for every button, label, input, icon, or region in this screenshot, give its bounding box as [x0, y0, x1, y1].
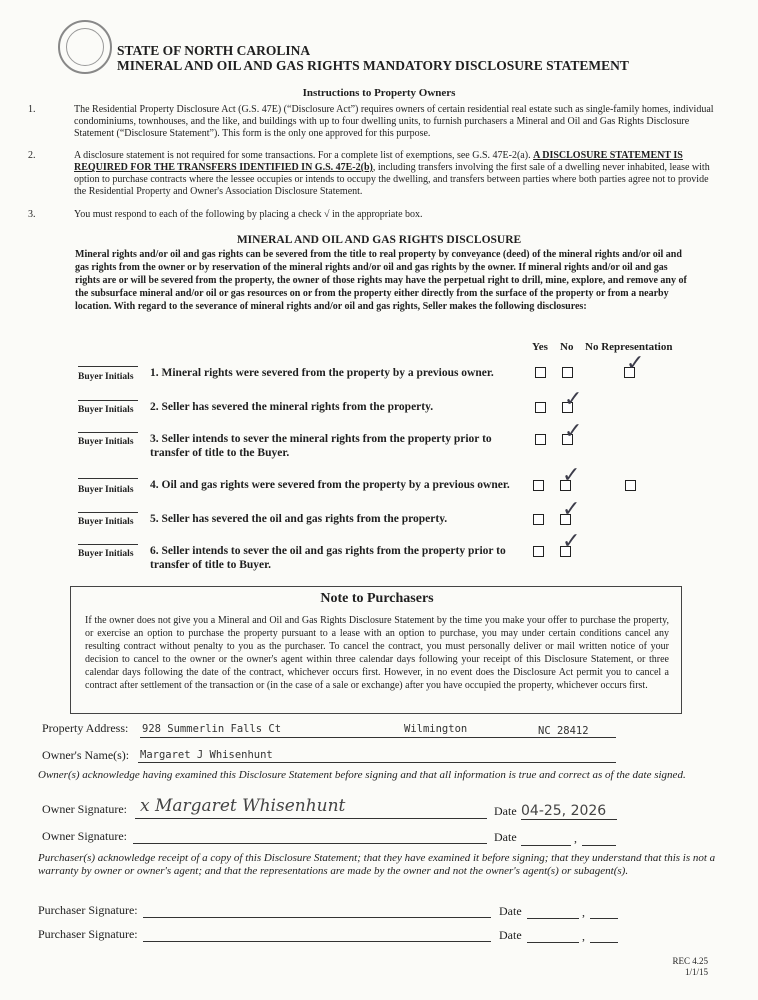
- form-title: STATE OF NORTH CAROLINA MINERAL AND OIL AND GAS RIGHTS MANDATORY DISCLOSURE STATEMENT: [117, 43, 629, 73]
- date-comma: ,: [574, 831, 577, 845]
- purchaser-signature-field[interactable]: [143, 917, 491, 918]
- date-label: Date: [494, 830, 517, 844]
- state-seal-icon: [58, 20, 112, 74]
- date-label: Date: [499, 928, 522, 942]
- owner-names-field[interactable]: [138, 762, 616, 763]
- address-street: 928 Summerlin Falls Ct: [142, 723, 282, 735]
- purchaser-year-field-2[interactable]: [590, 942, 618, 943]
- owner-signature-field[interactable]: [135, 818, 487, 819]
- date-label: Date: [494, 804, 517, 818]
- purchaser-date-field-2[interactable]: [527, 942, 579, 943]
- owner-date-field-2[interactable]: [521, 845, 571, 846]
- purchaser-date-field[interactable]: [527, 918, 579, 919]
- form-code: REC 4.25 1/1/15: [672, 956, 708, 977]
- buyer-initials-label: Buyer Initials: [78, 485, 134, 495]
- purchaser-year-field[interactable]: [590, 918, 618, 919]
- buyer-initials-label: Buyer Initials: [78, 372, 134, 382]
- buyer-initials-label: Buyer Initials: [78, 437, 134, 447]
- address-state-zip: NC 28412: [538, 725, 589, 737]
- instruction-item-3: 3. You must respond to each of the following by placing a check √ in the appropriate box.: [28, 209, 423, 220]
- owner-date-value: 04-25, 2026: [521, 803, 607, 819]
- checkmark-icon: ✓: [562, 463, 581, 488]
- note-to-purchasers-box: [70, 586, 682, 714]
- note-body: If the owner does not give you a Mineral and Oil and Gas Rights Disclosure Statement by the time you make your offer to purchase the property, or exercise an option to purchase the property pursuant to a lease with an option to purchase, you may under certain conditions cancel any resulting contract without penalty to you as the purchaser. To cancel the contract, you must personally deliver or mail written notice of your decision to cancel to the owner or the owner's agent within three calendar days following your receipt of this Disclosure Statement, or three calendar days following the date of the contract, whichever occurs first. However, in no event does the Disclosure Act permit you to cancel a contract after settlement of the transaction or (in the case of a sale or exchange) after you have occupied the property, whichever occurs first.: [85, 615, 669, 691]
- no-checkbox[interactable]: [562, 367, 573, 378]
- question-text: 5. Seller has severed the oil and gas rights from the property.: [150, 513, 448, 525]
- checkmark-icon: ✓: [562, 529, 581, 554]
- checkmark-icon: ✓: [626, 351, 645, 376]
- instructions-title: Instructions to Property Owners: [302, 87, 456, 99]
- no-representation-checkbox[interactable]: [625, 480, 636, 491]
- owner-names-label: Owner's Name(s):: [42, 748, 130, 762]
- yes-checkbox[interactable]: [535, 367, 546, 378]
- yes-checkbox[interactable]: [535, 434, 546, 445]
- yes-checkbox[interactable]: [533, 480, 544, 491]
- checkmark-icon: ✓: [564, 419, 583, 444]
- buyer-initials-label: Buyer Initials: [78, 405, 134, 415]
- purchaser-signature-label-2: Purchaser Signature:: [38, 927, 138, 941]
- purchaser-acknowledgement: Purchaser(s) acknowledge receipt of a copy of this Disclosure Statement; that they have examined it before signing; that they understand that this is not a warranty by owner or owner's agent; and that the representations are made by the owner and not the owner's agent(s) or subagent(s).: [38, 852, 716, 877]
- date-comma: ,: [582, 929, 585, 943]
- question-text: 1. Mineral rights were severed from the property by a previous owner.: [150, 367, 494, 379]
- question-text: 6. Seller intends to sever the oil and gas rights from the property prior to transfer of title to Buyer.: [150, 545, 506, 571]
- question-text: 4. Oil and gas rights were severed from the property by a previous owner.: [150, 479, 510, 491]
- owner-signature-label: Owner Signature:: [42, 802, 127, 816]
- owner-acknowledgement: Owner(s) acknowledge having examined this Disclosure Statement before signing and that all information is true and correct as of the date signed.: [38, 769, 686, 781]
- disclosure-intro: Mineral rights and/or oil and gas rights can be severed from the title to real property by conveyance (deed) of the mineral rights and/or oil and gas rights from the owner or by reservation of the mineral rights and/or oil and gas rights by the owner. If mineral rights and/or oil and gas rights are or will be severed from the property, the owner of those rights may have the perpetual right to drill, mine, explore, and remove any of the subsurface mineral and/or oil or gas resources on or from the property either directly from the surface of the property or from a nearby location. With regard to the severance of mineral rights and/or oil and gas rights, Seller makes the following disclosures:: [75, 249, 687, 312]
- purchaser-signature-field-2[interactable]: [143, 941, 491, 942]
- note-title: Note to Purchasers: [320, 591, 434, 606]
- yes-checkbox[interactable]: [533, 546, 544, 557]
- buyer-initials-label: Buyer Initials: [78, 517, 134, 527]
- owner-year-field-2[interactable]: [582, 845, 616, 846]
- date-comma: ,: [582, 905, 585, 919]
- property-address-label: Property Address:: [42, 721, 129, 735]
- owner-names-value: Margaret J Whisenhunt: [140, 749, 273, 761]
- yes-checkbox[interactable]: [533, 514, 544, 525]
- owner-date-field[interactable]: [521, 819, 617, 820]
- instruction-item-1: 1. The Residential Property Disclosure Act (G.S. 47E) (“Disclosure Act”) requires owners of certain residential real estate such as single-family homes, individual condominiums, townhouses, and the like, and buildings with up to four dwelling units, to furnish purchasers a Mineral and Oil and Gas Rights Disclosure Statement (“Disclosure Statement”). This form is the only one approved for this purpose.: [28, 104, 714, 139]
- owner-signature-field-2[interactable]: [133, 843, 487, 844]
- question-text: 3. Seller intends to sever the mineral rights from the property prior to transfer of title to the Buyer.: [150, 433, 492, 459]
- disclosure-section-title: MINERAL AND OIL AND GAS RIGHTS DISCLOSURE: [236, 234, 522, 246]
- buyer-initials-label: Buyer Initials: [78, 549, 134, 559]
- yes-checkbox[interactable]: [535, 402, 546, 413]
- property-address-field[interactable]: [140, 737, 616, 738]
- address-city: Wilmington: [404, 723, 468, 735]
- instruction-item-2: 2. A disclosure statement is not required for some transactions. For a complete list of exemptions, see G.S. 47E-2(a). A DISCLOSURE STATEMENT IS REQUIRED FOR THE TRANSFERS IDENTIFIED IN G.S. 47E-2(b), including transfers involving the first sale of a dwelling never inhabited, lease with option to purchase contracts where the lessee occupies or intends to occupy the dwelling, and transfers between parties where both parties agree not to provide the Residential Property and Owner's Association Disclosure Statement.: [28, 150, 710, 197]
- purchaser-signature-label: Purchaser Signature:: [38, 903, 138, 917]
- date-label: Date: [499, 904, 522, 918]
- column-yes: Yes: [532, 341, 548, 353]
- checkmark-icon: ✓: [562, 497, 581, 522]
- column-no: No: [560, 341, 574, 353]
- question-text: 2. Seller has severed the mineral rights from the property.: [150, 401, 434, 413]
- owner-signature: x Margaret Whisenhunt: [140, 796, 346, 816]
- column-no-representation: No Representation: [585, 341, 673, 353]
- owner-signature-label-2: Owner Signature:: [42, 829, 127, 843]
- checkmark-icon: ✓: [564, 387, 583, 412]
